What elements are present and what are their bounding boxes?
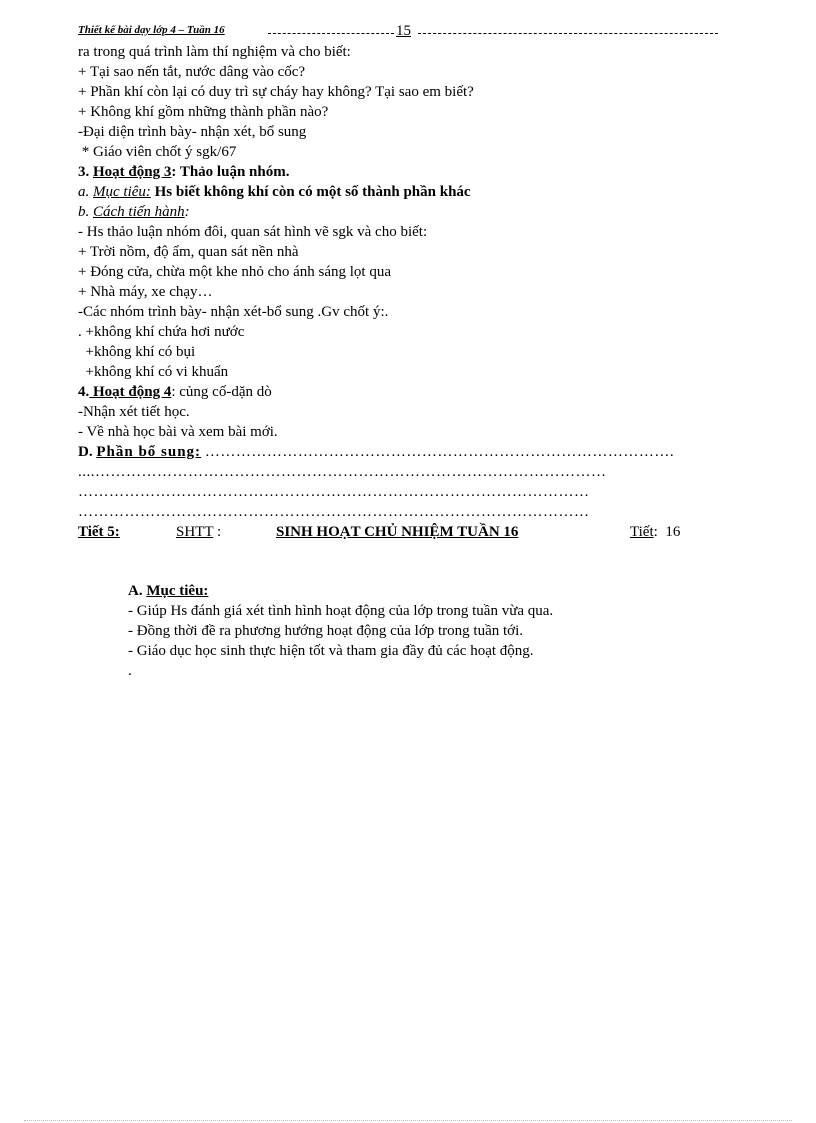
method-item: + Trời nồm, độ ẩm, quan sát nền nhà (78, 244, 299, 260)
goal-item: - Giúp Hs đánh giá xét tình hình hoạt động của lớp trong tuần vừa qua. (128, 603, 554, 619)
tiet-info (630, 522, 680, 542)
supplement-heading (78, 442, 738, 462)
period-label: Tiết 5: (78, 524, 120, 540)
subject-label (176, 522, 221, 542)
body-line: * Giáo viên chốt ý sgk/67 (78, 144, 237, 160)
goal-item: . (128, 663, 132, 679)
objective-prefix: a. (78, 184, 90, 200)
supplement-prefix: D. (78, 444, 93, 460)
activity-4-rest: : củng cố-dặn dò (171, 384, 272, 400)
objective-text: Hs biết không khí còn có một số thành phần khác (150, 184, 471, 200)
body-line: -Đại diện trình bày- nhận xét, bổ sung (78, 124, 307, 140)
activity-4-number: 4. (78, 384, 90, 400)
supplement-label: Phần bổ sung: (96, 444, 202, 460)
method-item: -Các nhóm trình bày- nhận xét-bổ sung .Gv chốt ý:. (78, 304, 389, 320)
header-dash-left (268, 33, 394, 34)
supplement-dot-line: ……………………………………………………………………………………… (78, 484, 590, 500)
method-item: +không khí có vi khuẩn (78, 364, 229, 380)
supplement-dot-line: ....……………………………………………………………………………………… (78, 464, 607, 480)
goal-item: - Giáo dục học sinh thực hiện tốt và tham gia đầy đủ các hoạt động. (128, 643, 534, 659)
activity-3-number: 3. (78, 164, 90, 180)
objective-label: Mục tiêu: (93, 184, 151, 200)
subject-colon: : (213, 524, 222, 540)
method-item: + Nhà máy, xe chạy… (78, 284, 213, 300)
tiet-colon: : (653, 524, 658, 540)
supplement-dot-line: ……………………………………………………………………………………… (78, 504, 590, 520)
closing-line: - Về nhà học bài và xem bài mới. (78, 424, 278, 440)
tiet-label: Tiết (630, 524, 654, 540)
method-label: Cách tiến hành (93, 204, 185, 220)
method-prefix: b. (78, 204, 90, 220)
activity-3-label: Hoạt động 3 (93, 164, 172, 180)
subject-name: SHTT (176, 524, 214, 540)
goal-item: - Đồng thời đề ra phương hướng hoạt động của lớp trong tuần tới. (128, 623, 524, 639)
method-item: +không khí có bụi (78, 344, 196, 360)
header-dash-right (418, 33, 718, 34)
page-header (78, 24, 718, 42)
section-title: SINH HOẠT CHỦ NHIỆM TUẦN 16 (276, 524, 519, 540)
method-suffix: : (184, 204, 190, 220)
method-item: + Đóng cửa, chừa một khe nhỏ cho ánh sáng lọt qua (78, 264, 391, 280)
body-line: + Tại sao nến tắt, nước dâng vào cốc? (78, 64, 306, 80)
objective-line (78, 182, 471, 202)
tiet-value: 16 (665, 524, 681, 540)
method-item: - Hs thảo luận nhóm đôi, quan sát hình vẽ sgk và cho biết: (78, 224, 428, 240)
activity-3-heading (78, 162, 289, 182)
body-line: + Không khí gồm những thành phần nào? (78, 104, 329, 120)
goals-heading (128, 581, 208, 601)
body-line: + Phần khí còn lại có duy trì sự cháy hay không? Tại sao em biết? (78, 84, 474, 100)
method-line (78, 202, 190, 222)
activity-4-label: Hoạt động 4 (89, 384, 172, 400)
header-title: Thiết kế bài dạy lớp 4 – Tuần 16 (78, 24, 225, 36)
method-item: . +không khí chứa hơi nước (78, 324, 245, 340)
page-bottom-rule (24, 1120, 792, 1121)
page-number: 15 (396, 23, 411, 39)
supplement-dots: ………………………………………………………………………………. (204, 444, 675, 460)
closing-line: -Nhận xét tiết học. (78, 404, 190, 420)
activity-4-heading (78, 382, 272, 402)
activity-3-rest: : Thảo luận nhóm. (171, 164, 290, 180)
goals-label: Mục tiêu: (146, 583, 209, 599)
body-line: ra trong quá trình làm thí nghiệm và cho biết: (78, 44, 351, 60)
goals-prefix: A. (128, 583, 143, 599)
